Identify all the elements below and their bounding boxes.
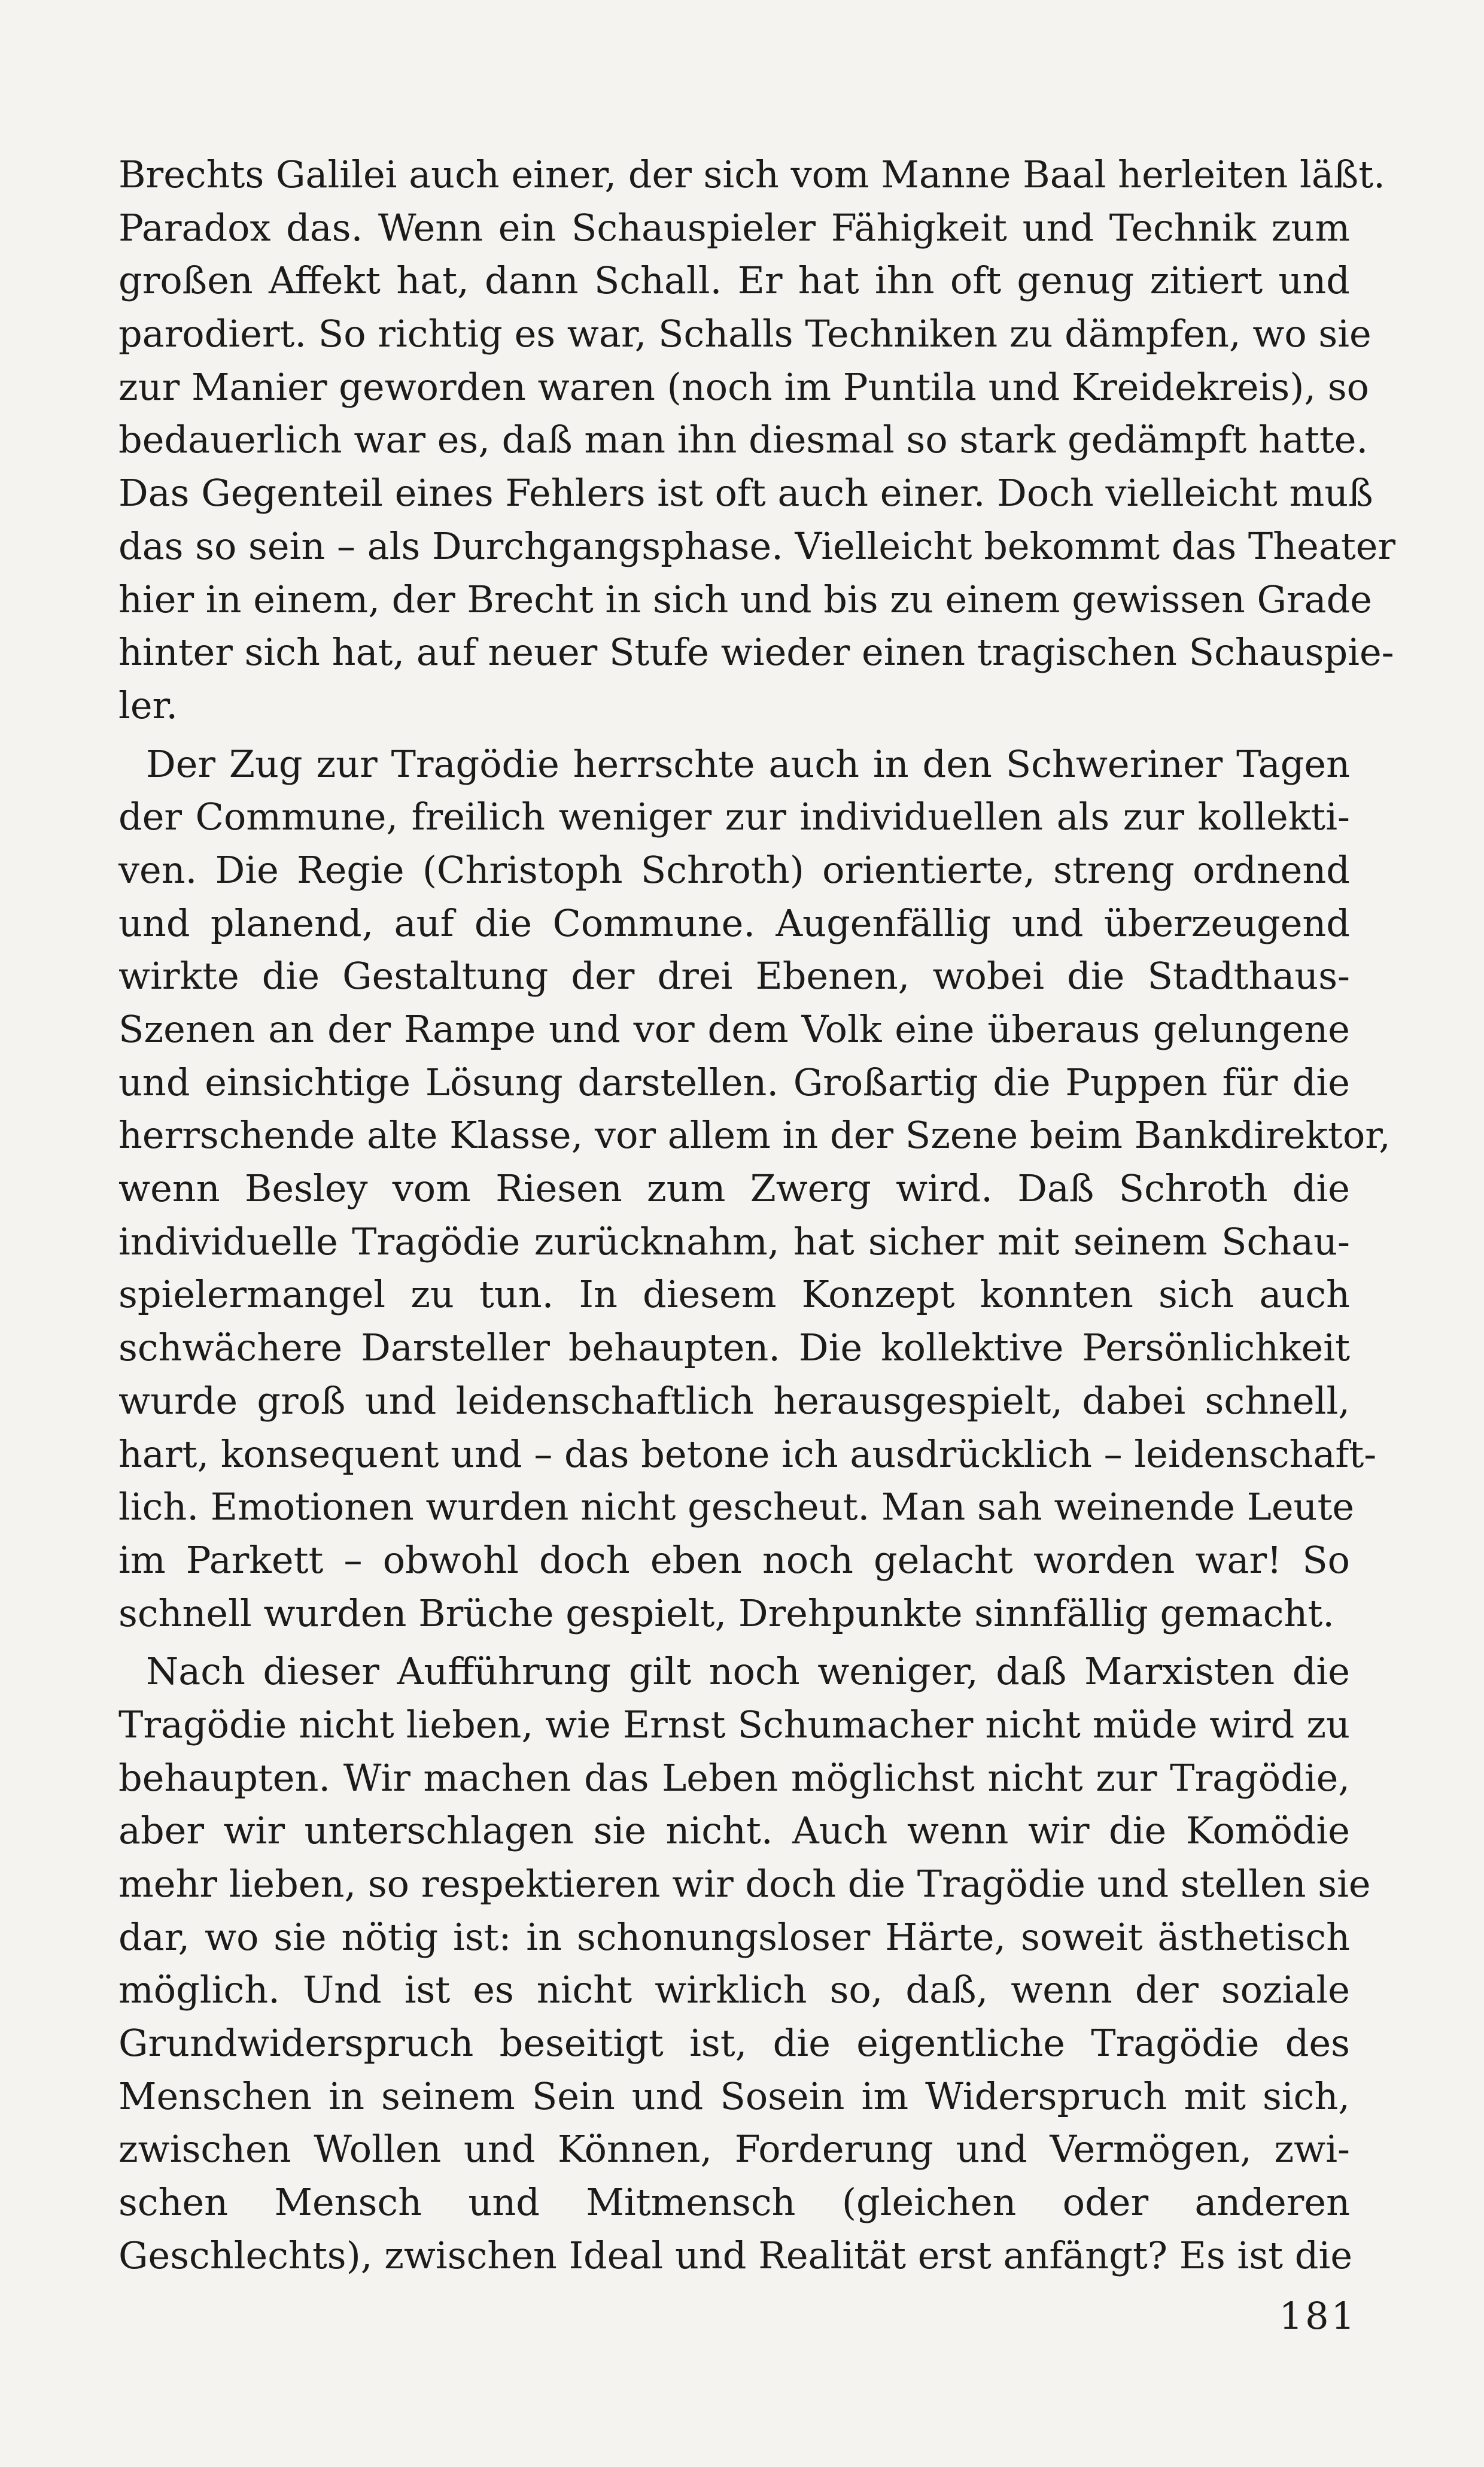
text-line: wurde groß und leidenschaftlich herausgespielt, dabei schnell, [118,1378,1350,1423]
text-line: im Parkett – obwohl doch eben noch gelacht worden war! So [118,1538,1350,1582]
text-line: Szenen an der Rampe und vor dem Volk eine überaus gelungene [118,1007,1350,1051]
text-line: schnell wurden Brüche gespielt, Drehpunkte sinnfällig gemacht. [118,1591,1334,1635]
text-line: großen Affekt hat, dann Schall. Er hat ihn oft genug zitiert und [118,259,1350,303]
paragraph-gap [118,733,1350,738]
text-line: zwischen Wollen und Können, Forderung und Vermögen, zwi- [118,2127,1350,2171]
page-number: 181 [1279,2294,1357,2338]
text-line: parodiert. So richtig es war, Schalls Techniken zu dämpfen, wo sie [118,312,1372,356]
text-line: schen Mensch und Mitmensch (gleichen oder anderen [118,2180,1350,2225]
text-line: wirkte die Gestaltung der drei Ebenen, wobei die Stadthaus- [118,954,1350,998]
paragraph [118,1645,1371,2282]
text-line: Das Gegenteil eines Fehlers ist oft auch einer. Doch vielleicht muß [118,471,1373,515]
text-line: Menschen in seinem Sein und Sosein im Widerspruch mit sich, [118,2074,1350,2118]
text-line: Der Zug zur Tragödie herrschte auch in den Schweriner Tagen [146,742,1350,786]
text-line: ven. Die Regie (Christoph Schroth) orientierte, streng ordnend [118,847,1350,892]
text-line: Nach dieser Aufführung gilt noch weniger, daß Marxisten die [146,1649,1350,1694]
text-line: spielermangel zu tun. In diesem Konzept konnten sich auch [118,1272,1350,1317]
text-line: möglich. Und ist es nicht wirklich so, daß, wenn der soziale [118,1968,1350,2012]
text-line: und einsichtige Lösung darstellen. Großartig die Puppen für die [118,1060,1350,1104]
text-line: der Commune, freilich weniger zur individuellen als zur kollekti- [118,795,1350,839]
text-line: zur Manier geworden waren (noch im Puntila und Kreidekreis), so [118,364,1369,409]
text-line: Paradox das. Wenn ein Schauspieler Fähigkeit und Technik zum [118,205,1350,250]
text-line: das so sein – als Durchgangsphase. Vielleicht bekommt das Theater [118,524,1396,568]
text-line: Brechts Galilei auch einer, der sich vom Manne Baal herleiten läßt. [118,153,1385,196]
text-line: Geschlechts), zwischen Ideal und Realität erst anfängt? Es ist die [118,2233,1353,2277]
text-line: behaupten. Wir machen das Leben möglichst nicht zur Tragödie, [118,1755,1350,1800]
paragraph-gap [118,1640,1350,1645]
text-line: schwächere Darsteller behaupten. Die kollektive Persönlichkeit [118,1326,1350,1370]
text-line: aber wir unterschlagen sie nicht. Auch wenn wir die Komödie [118,1809,1350,1853]
text-line: individuelle Tragödie zurücknahm, hat sicher mit seinem Schau- [118,1219,1350,1263]
text-line: hinter sich hat, auf neuer Stufe wieder einen tragischen Schauspie- [118,630,1394,675]
text-line: hier in einem, der Brecht in sich und bis zu einem gewissen Grade [118,577,1372,621]
text-line: Grundwiderspruch beseitigt ist, die eigentliche Tragödie des [118,2021,1350,2065]
text-line: ler. [118,683,178,727]
text-line: und planend, auf die Commune. Augenfällig und überzeugend [118,901,1350,945]
text-line: bedauerlich war es, daß man ihn diesmal so stark gedämpft hatte. [118,418,1369,462]
text-line: mehr lieben, so respektieren wir doch die Tragödie und stellen sie [118,1862,1371,1906]
text-line: lich. Emotionen wurden nicht gescheut. Man sah weinende Leute [118,1485,1355,1529]
paragraph [118,738,1391,1640]
text-line: Tragödie nicht lieben, wie Ernst Schumacher nicht müde wird zu [118,1702,1350,1746]
text-line: dar, wo sie nötig ist: in schonungsloser Härte, soweit ästhetisch [118,1915,1350,1959]
text-line: herrschende alte Klasse, vor allem in der Szene beim Bankdirektor, [118,1113,1391,1157]
text-line: hart, konsequent und – das betone ich ausdrücklich – leidenschaft- [118,1432,1377,1476]
text-line: wenn Besley vom Riesen zum Zwerg wird. Daß Schroth die [118,1166,1350,1211]
body-text [118,148,1396,2283]
paragraph [118,148,1396,733]
